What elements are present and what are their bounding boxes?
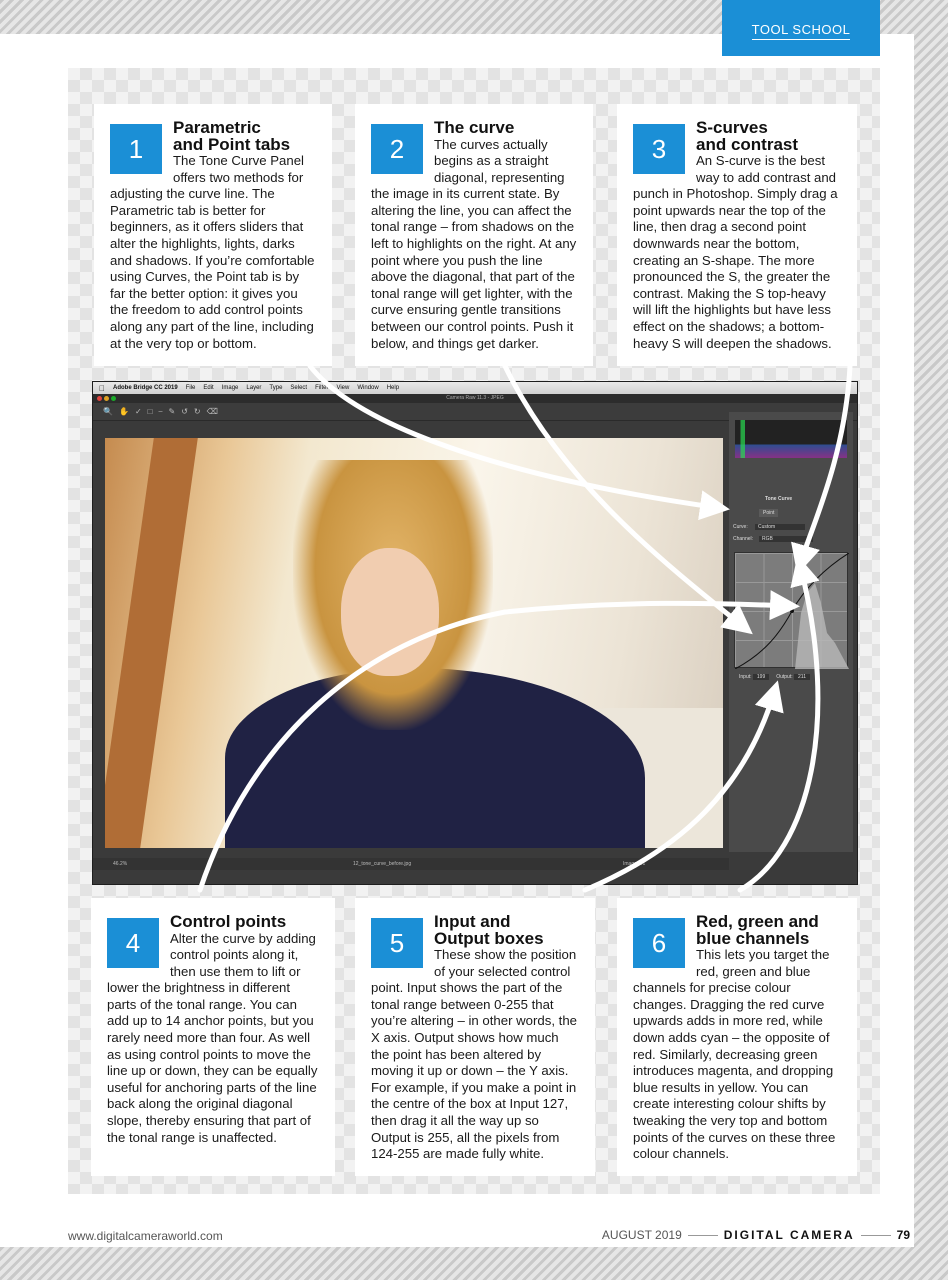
tip-number: 6: [633, 918, 685, 968]
menu-file[interactable]: File: [179, 385, 190, 391]
file-name: 12_tone_curve_before.jpg: [353, 861, 412, 867]
app-name: Adobe Bridge CC 2019: [107, 385, 172, 391]
app-menubar: [93, 382, 857, 394]
tip-body: These show the position of your selected control point. Input shows the part of the tonal range between 0-255 that you’re altering – in other words, the X axis. Output shows how much the point has been altered by moving it up or down – the Y axis. For example, if you make a point in the centre of the box at Input 127, then drag it all the way up so Output is 255, all the pixels from 124-255 are made fully white.: [371, 947, 577, 1162]
tip-title: Control points: [170, 912, 287, 931]
tip-card-5: [355, 898, 595, 1176]
menu-layer[interactable]: Layer: [240, 385, 256, 391]
magazine-name: DIGITAL CAMERA: [723, 1228, 855, 1242]
menu-help[interactable]: Help: [380, 385, 394, 391]
window-titlebar: [93, 394, 857, 403]
tip-card-2: [355, 104, 593, 366]
tone-curve-line: [735, 553, 849, 669]
menu-filter[interactable]: Filter: [309, 385, 323, 391]
panel-title: Tone Curve: [765, 496, 793, 502]
menu-view[interactable]: View: [330, 385, 344, 391]
brush-tool-icon[interactable]: ✎: [168, 407, 176, 416]
tab-point[interactable]: Point: [759, 509, 778, 517]
tip-body: Alter the curve by adding control points along it, then use them to lift or lower the brightness in different parts of the tonal range. You can add up to 14 anchor points, but you rarely need more than four. As well as using control points to move the line up or down, they can be equally useful for anchoring parts of the line back along the original diagonal slope, thereby ensuring that part of the tonal range is unaffected.: [107, 930, 318, 1145]
trash-icon[interactable]: ⌫: [206, 407, 218, 416]
histogram: [735, 420, 847, 458]
input-box[interactable]: 199: [753, 674, 769, 680]
menu-type[interactable]: Type: [263, 385, 277, 391]
window-title: Camera Raw 11.3 - JPEG: [446, 395, 504, 401]
curve-select[interactable]: Custom: [755, 524, 805, 530]
tip-card-4: [91, 898, 335, 1176]
tip-body: The Tone Curve Panel offers two methods for adjusting the curve line. The Parametric tab is better for beginners, as it offers sliders that alter the highlights, lights, darks and shadows. If you’re comfortable using Curves, the Point tab is by far the better option: it gives you the freedom to add control points along any part of the line, including at the very top or bottom.: [110, 153, 315, 351]
camera-raw-screenshot: [92, 381, 858, 885]
rotate-left-icon[interactable]: ↺: [181, 407, 188, 416]
tip-body: This lets you target the red, green and blue channels for precise colour changes. Dragging the red curve upwards adds in more red, while down adds cyan – the opposite of red. Similarly, decreasing green introduces magenta, and dropping blue results in yellow. You can create interesting colour shifts by tweaking the very top and bottom points of the curves on these three colour channels.: [633, 947, 836, 1162]
tip-body: An S-curve is the best way to add contrast and punch in Photoshop. Simply drag a point upwards near the top of the line, then drag a second point downwards near the bottom, creating an S-shape. The more pronounced the S, the greater the contrast. Making the S top-heavy will lift the highlights but have less effect on the shadows; a bottom-heavy S will deepen the shadows.: [633, 153, 838, 351]
channel-label: Channel:: [733, 536, 754, 542]
tone-curve-graph[interactable]: [734, 552, 848, 668]
eyedropper-icon[interactable]: ✓: [134, 407, 142, 416]
tip-card-6: [617, 898, 857, 1176]
zoom-level[interactable]: 46.2%: [113, 861, 128, 867]
menu-window[interactable]: Window: [351, 385, 373, 391]
tip-number: 1: [110, 124, 162, 174]
footer-folio: [602, 1228, 910, 1242]
channel-select[interactable]: RGB: [759, 536, 813, 542]
hand-tool-icon[interactable]: ✋: [118, 407, 129, 416]
tip-title: Input and Output boxes: [434, 912, 544, 948]
adjustment-panel: [729, 412, 853, 852]
tip-title: Red, green and blue channels: [696, 912, 819, 948]
tip-card-3: [617, 104, 857, 366]
tip-card-1: [94, 104, 332, 366]
tip-body: The curves actually begins as a straight diagonal, representing the image in its current state. By altering the line, you can affect the tonal range – from shadows on the left to highlights on the right. At any point where you push the line above the diagonal, that part of the tonal range will get lighter, with the curve ensuring gentle transitions between our control points. Push it below, and things get darker.: [371, 136, 577, 351]
tip-title: S-curves and contrast: [696, 118, 799, 154]
tip-title: The curve: [434, 118, 515, 137]
menu-select[interactable]: Select: [284, 385, 302, 391]
preview-photo: [105, 438, 723, 848]
section-tag: TOOL SCHOOL: [722, 0, 880, 56]
tip-number: 4: [107, 918, 159, 968]
page-number: 79: [896, 1228, 910, 1242]
issue-date: AUGUST 2019: [601, 1228, 682, 1242]
curve-label: Curve:: [733, 524, 748, 530]
image-count: Image 1/1: [623, 861, 646, 867]
footer-url: www.digitalcameraworld.com: [68, 1229, 223, 1243]
tip-title: Parametric and Point tabs: [173, 118, 291, 154]
divider: [861, 1235, 891, 1236]
divider: [688, 1235, 718, 1236]
rotate-right-icon[interactable]: ↻: [193, 407, 201, 416]
window-frame-shape: [105, 438, 198, 848]
tip-number: 5: [371, 918, 423, 968]
status-bar: [93, 858, 729, 870]
apple-icon: [99, 384, 105, 393]
menu-edit[interactable]: Edit: [197, 385, 208, 391]
output-box[interactable]: 211: [794, 674, 810, 680]
face-shape: [341, 548, 439, 676]
menu-image[interactable]: Image: [215, 385, 233, 391]
tip-number: 3: [633, 124, 685, 174]
input-output-row: Input: 199 Output: 211: [739, 674, 810, 680]
tip-number: 2: [371, 124, 423, 174]
crop-tool-icon[interactable]: □: [147, 407, 153, 416]
straighten-tool-icon[interactable]: ⎯: [158, 406, 163, 416]
zoom-tool-icon[interactable]: 🔍: [103, 407, 113, 416]
